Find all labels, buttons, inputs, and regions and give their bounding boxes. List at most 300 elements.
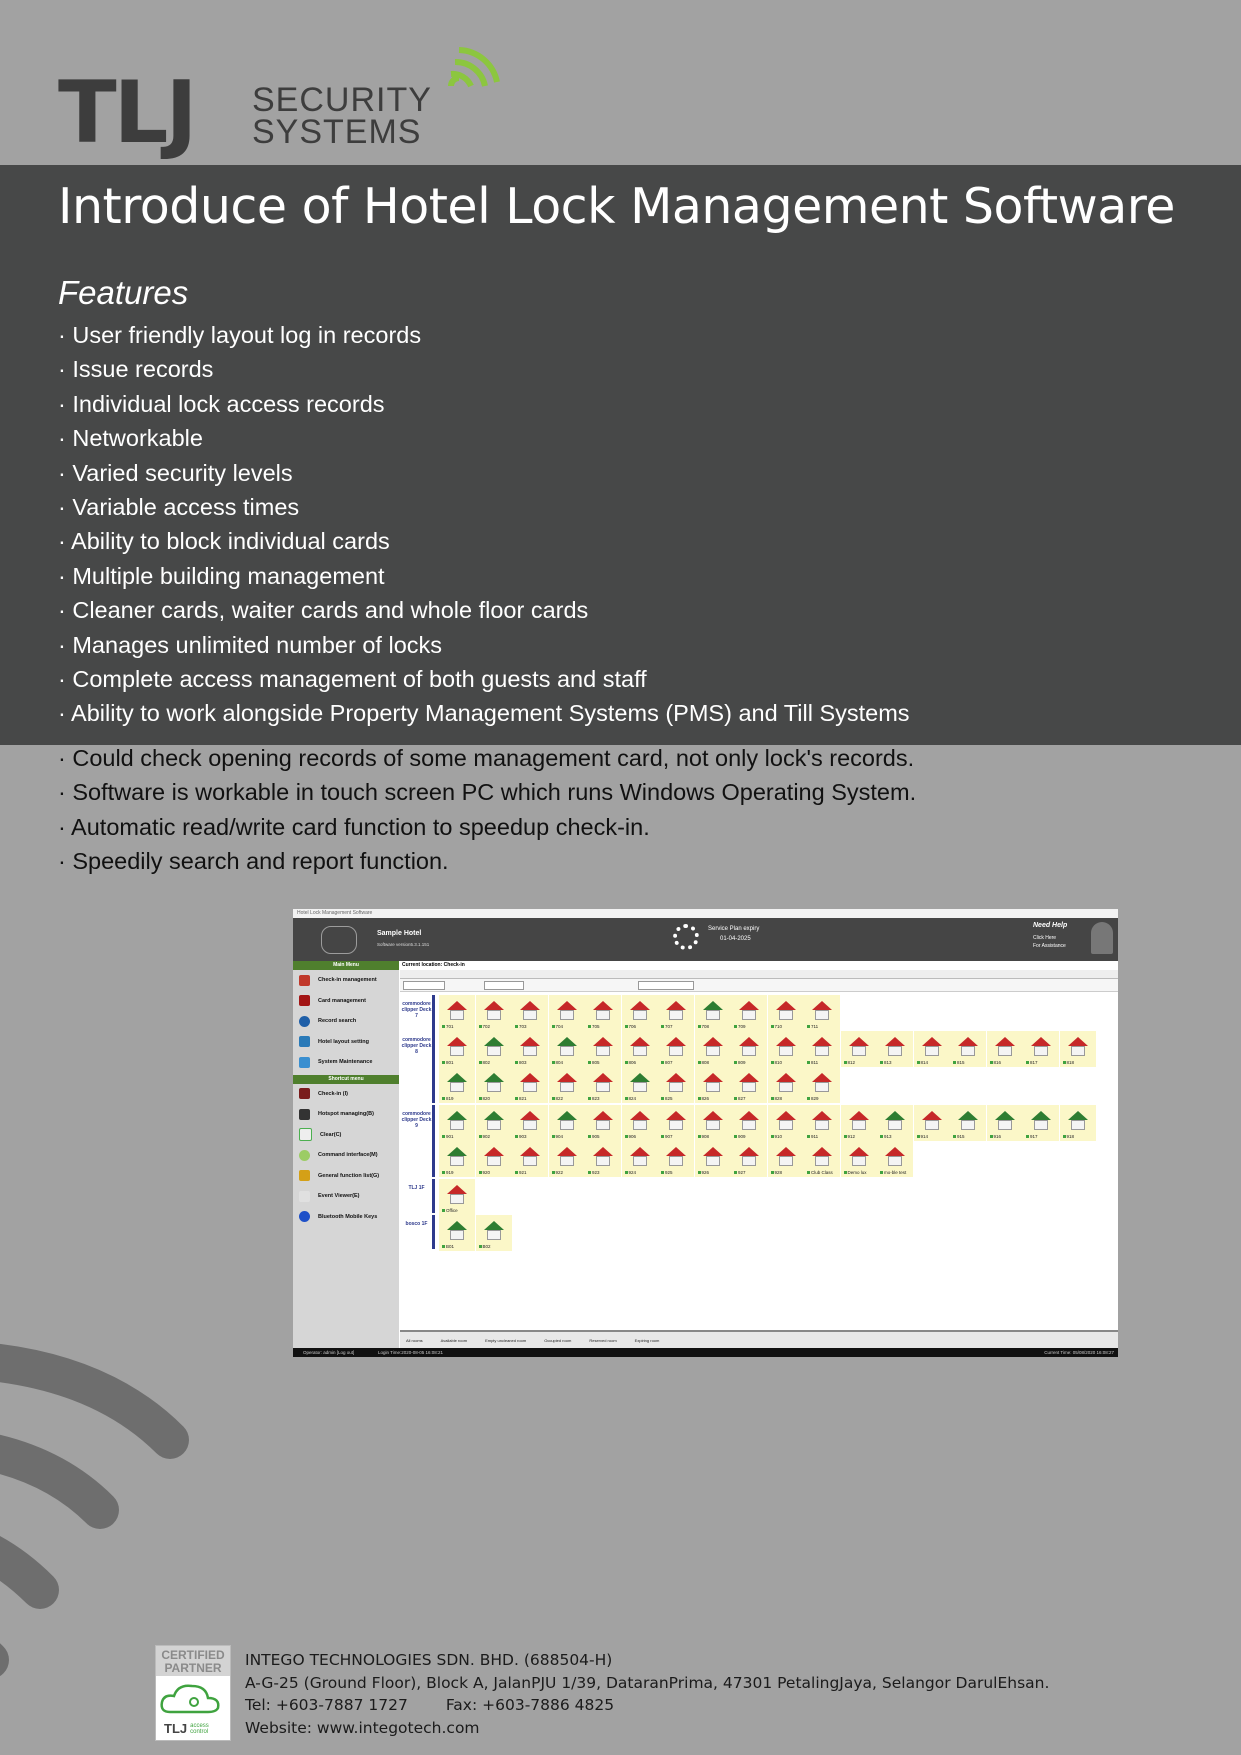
room-tile[interactable]: [439, 1141, 475, 1177]
room-house-wall: [487, 1156, 501, 1166]
room-tile[interactable]: [695, 1105, 731, 1141]
room-house-wall: [450, 1230, 464, 1240]
room-number: 709: [734, 1024, 746, 1029]
room-number: 918: [1063, 1134, 1075, 1139]
help-line-2[interactable]: For Assistance: [1033, 943, 1066, 949]
search-icon: [299, 1016, 310, 1027]
room-tile[interactable]: [695, 1031, 731, 1067]
room-tile[interactable]: [585, 1105, 621, 1141]
room-status-dot: [661, 1135, 664, 1138]
room-number: 904: [552, 1134, 564, 1139]
room-house-icon: [666, 1111, 686, 1120]
check-in-card-icon: [299, 1088, 310, 1099]
shortcut-clear[interactable]: Clear(C): [293, 1125, 399, 1146]
room-tile[interactable]: [731, 1067, 767, 1103]
room-number: 901: [442, 1134, 454, 1139]
room-house-wall: [815, 1156, 829, 1166]
function-list-icon: [299, 1170, 310, 1181]
room-house-wall: [742, 1120, 756, 1130]
room-status-legend: [400, 1330, 1118, 1350]
room-number: 919: [442, 1170, 454, 1175]
software-header: [293, 918, 1118, 961]
software-version: Software version5.3.1.151: [377, 942, 430, 947]
room-tile[interactable]: [914, 1105, 950, 1141]
room-house-icon: [703, 1073, 723, 1082]
room-tile[interactable]: [950, 1105, 986, 1141]
room-house-icon: [557, 1037, 577, 1046]
room-status-dot: [625, 1135, 628, 1138]
room-number: 923: [588, 1170, 600, 1175]
room-house-icon: [739, 1073, 759, 1082]
legend-reserved[interactable]: Reserved room: [589, 1338, 617, 1343]
room-tile[interactable]: [439, 1031, 475, 1067]
room-house-wall: [1071, 1120, 1085, 1130]
room-tile[interactable]: [950, 1031, 986, 1067]
room-status-dot: [442, 1135, 445, 1138]
room-search-input[interactable]: [403, 981, 445, 990]
room-tile[interactable]: [695, 1141, 731, 1177]
room-house-wall: [450, 1194, 464, 1204]
room-status-dot: [625, 1097, 628, 1100]
room-tile[interactable]: [804, 1067, 840, 1103]
room-house-icon: [520, 1073, 540, 1082]
room-number: 822: [552, 1096, 564, 1101]
room-tile[interactable]: [585, 995, 621, 1031]
room-status-dot: [698, 1061, 701, 1064]
room-tile[interactable]: [476, 1031, 512, 1067]
room-tile[interactable]: [987, 1031, 1023, 1067]
room-status-dot: [771, 1025, 774, 1028]
building-label[interactable]: commodore clipper Deck 9: [401, 1105, 435, 1177]
room-house-icon: [630, 1001, 650, 1010]
menu-system-maintenance[interactable]: System Maintenance: [293, 1052, 399, 1073]
room-house-icon: [484, 1001, 504, 1010]
room-house-wall: [815, 1120, 829, 1130]
room-tile[interactable]: [768, 1105, 804, 1141]
room-tile[interactable]: [549, 1067, 585, 1103]
room-house-wall: [742, 1082, 756, 1092]
room-status-dot: [442, 1097, 445, 1100]
room-tile[interactable]: [622, 995, 658, 1031]
room-tile[interactable]: [476, 1105, 512, 1141]
room-tile[interactable]: [512, 1067, 548, 1103]
room-tile[interactable]: [476, 995, 512, 1031]
room-number: 704: [552, 1024, 564, 1029]
room-house-wall: [560, 1156, 574, 1166]
room-house-icon: [520, 1001, 540, 1010]
room-number: 816: [990, 1060, 1002, 1065]
status-current-time: Current Time: 05/08/2020 16:08:27: [1044, 1350, 1114, 1355]
room-tile[interactable]: [476, 1215, 512, 1251]
room-tile[interactable]: [695, 995, 731, 1031]
room-house-wall: [706, 1082, 720, 1092]
room-tile[interactable]: [731, 1031, 767, 1067]
room-house-icon: [922, 1111, 942, 1120]
room-house-wall: [888, 1156, 902, 1166]
room-number: 926: [698, 1170, 710, 1175]
room-tile[interactable]: [987, 1105, 1023, 1141]
room-status-dot: [698, 1171, 701, 1174]
feature-item: · Varied security levels: [58, 459, 293, 486]
legend-occupied[interactable]: Occupied room: [544, 1338, 572, 1343]
room-tile[interactable]: [512, 1105, 548, 1141]
room-house-icon: [630, 1111, 650, 1120]
room-tile[interactable]: [585, 1031, 621, 1067]
room-status-dot: [661, 1025, 664, 1028]
room-house-icon: [666, 1001, 686, 1010]
room-tile[interactable]: [549, 995, 585, 1031]
help-avatar-icon[interactable]: [1091, 922, 1113, 954]
room-status-dot: [771, 1061, 774, 1064]
room-tile[interactable]: [1060, 1105, 1096, 1141]
room-house-wall: [961, 1120, 975, 1130]
room-house-wall: [706, 1120, 720, 1130]
room-house-icon: [557, 1073, 577, 1082]
room-number: 910: [771, 1134, 783, 1139]
room-house-wall: [1034, 1120, 1048, 1130]
room-number: 920: [479, 1170, 491, 1175]
room-number: 915: [953, 1134, 965, 1139]
room-status-dot: [880, 1061, 883, 1064]
room-house-icon: [520, 1037, 540, 1046]
shortcut-general-function[interactable]: General function list(G): [293, 1166, 399, 1187]
feature-item: · Variable access times: [58, 493, 300, 520]
room-number: 802: [479, 1060, 491, 1065]
room-house-wall: [852, 1046, 866, 1056]
room-status-dot: [953, 1135, 956, 1138]
mode-tabs[interactable]: [400, 970, 1118, 979]
room-house-icon: [447, 1185, 467, 1194]
feature-item: · Complete access management of both guests and staff: [58, 665, 647, 692]
room-status-dot: [880, 1135, 883, 1138]
room-number: 829: [807, 1096, 819, 1101]
room-number: 711: [807, 1024, 818, 1029]
room-tile[interactable]: [439, 1105, 475, 1141]
room-tile[interactable]: [731, 995, 767, 1031]
room-house-icon: [1068, 1037, 1088, 1046]
company-phones: [245, 1694, 1049, 1717]
room-tile[interactable]: [549, 1141, 585, 1177]
room-status-dot: [479, 1171, 482, 1174]
room-house-wall: [560, 1120, 574, 1130]
shortcut-bluetooth[interactable]: Bluetooth Mobile Keys: [293, 1207, 399, 1228]
legend-empty-uncleaned[interactable]: Empty uncleaned room: [485, 1338, 527, 1343]
room-house-wall: [596, 1120, 610, 1130]
room-tile[interactable]: [658, 995, 694, 1031]
room-tile[interactable]: [804, 995, 840, 1031]
room-house-icon: [630, 1073, 650, 1082]
room-status-dot: [734, 1135, 737, 1138]
room-number: 811: [807, 1060, 818, 1065]
room-tile[interactable]: [439, 1067, 475, 1103]
room-house-wall: [560, 1082, 574, 1092]
room-status-dot: [807, 1025, 810, 1028]
room-tile[interactable]: [549, 1105, 585, 1141]
room-house-icon: [885, 1111, 905, 1120]
room-number: 803: [515, 1060, 527, 1065]
room-house-icon: [447, 1037, 467, 1046]
room-status-dot: [844, 1061, 847, 1064]
room-number: 809: [734, 1060, 746, 1065]
help-title[interactable]: Need Help: [1033, 922, 1068, 929]
room-house-wall: [487, 1046, 501, 1056]
building-label[interactable]: commodore clipper Deck 8: [401, 1031, 435, 1103]
room-house-icon: [447, 1001, 467, 1010]
room-status-dot: [880, 1171, 883, 1174]
shortcut-command-interface[interactable]: Command interface(M): [293, 1145, 399, 1166]
room-status-dot: [588, 1171, 591, 1174]
hotel-name: Sample Hotel: [377, 930, 422, 937]
room-tile[interactable]: [768, 1031, 804, 1067]
maintenance-icon: [299, 1057, 310, 1068]
menu-record-search[interactable]: Record search: [293, 1011, 399, 1032]
feature-item: · Ability to work alongside Property Management Systems (PMS) and Till Systems: [58, 700, 910, 727]
clear-icon: [299, 1128, 312, 1141]
room-tile[interactable]: [877, 1141, 913, 1177]
room-tile[interactable]: [841, 1105, 877, 1141]
cert-sub: access control: [190, 1722, 209, 1735]
company-info: [245, 1649, 1049, 1740]
building-label[interactable]: commodore clipper Deck 7: [401, 995, 435, 1031]
room-number: 806: [625, 1060, 637, 1065]
room-status-dot: [734, 1171, 737, 1174]
room-number: 908: [698, 1134, 710, 1139]
room-house-icon: [1031, 1037, 1051, 1046]
room-house-icon: [666, 1147, 686, 1156]
room-tile[interactable]: [622, 1141, 658, 1177]
room-status-dot: [515, 1097, 518, 1100]
software-screenshot: [293, 909, 1118, 1357]
room-tile[interactable]: [731, 1141, 767, 1177]
room-status-dot: [844, 1171, 847, 1174]
building-select[interactable]: [484, 981, 524, 990]
company-website[interactable]: Website: www.integotech.com: [245, 1719, 480, 1738]
room-status-dot: [625, 1061, 628, 1064]
filter-toolbar[interactable]: [400, 979, 1118, 992]
room-tile[interactable]: [804, 1031, 840, 1067]
room-house-icon: [1068, 1111, 1088, 1120]
room-number: 907: [661, 1134, 673, 1139]
feature-item: · Ability to block individual cards: [58, 528, 390, 555]
service-plan-label: Service Plan expiry: [708, 926, 760, 932]
check-in-icon: [299, 975, 310, 986]
room-tile[interactable]: [768, 1067, 804, 1103]
room-house-wall: [450, 1120, 464, 1130]
room-type-select[interactable]: [638, 981, 694, 990]
room-house-icon: [922, 1037, 942, 1046]
room-tile[interactable]: [439, 995, 475, 1031]
room-number: 808: [698, 1060, 710, 1065]
room-status-dot: [807, 1135, 810, 1138]
room-house-wall: [779, 1156, 793, 1166]
room-number: mo-ble test: [880, 1170, 906, 1175]
room-number: 805: [588, 1060, 600, 1065]
room-number: B02: [479, 1244, 491, 1249]
room-tile[interactable]: [1023, 1105, 1059, 1141]
feature-item: · User friendly layout log in records: [58, 322, 422, 348]
room-house-icon: [484, 1073, 504, 1082]
command-icon: [299, 1150, 310, 1161]
room-house-wall: [523, 1120, 537, 1130]
room-tile[interactable]: [914, 1031, 950, 1067]
room-house-wall: [669, 1082, 683, 1092]
room-number: B01: [442, 1244, 454, 1249]
room-tile[interactable]: [1060, 1031, 1096, 1067]
room-house-icon: [739, 1001, 759, 1010]
room-house-wall: [925, 1046, 939, 1056]
room-status-dot: [588, 1061, 591, 1064]
room-house-icon: [520, 1111, 540, 1120]
room-number: 905: [588, 1134, 600, 1139]
room-tile[interactable]: [439, 1215, 475, 1251]
shortcut-menu-header: Shortcut menu: [293, 1075, 399, 1084]
room-house-wall: [742, 1156, 756, 1166]
room-status-dot: [588, 1025, 591, 1028]
room-tile[interactable]: [658, 1141, 694, 1177]
room-number: Demo lux: [844, 1170, 867, 1175]
menu-card-management[interactable]: Card management: [293, 991, 399, 1012]
room-number: 707: [661, 1024, 673, 1029]
room-tile[interactable]: [439, 1179, 475, 1215]
menu-check-in-management[interactable]: Check-in management: [293, 970, 399, 991]
room-status-dot: [479, 1135, 482, 1138]
room-house-wall: [450, 1156, 464, 1166]
room-house-wall: [779, 1046, 793, 1056]
logo-wordmark: [252, 81, 432, 151]
room-tile[interactable]: [695, 1067, 731, 1103]
room-tile[interactable]: [658, 1067, 694, 1103]
room-number: 818: [1063, 1060, 1075, 1065]
room-tile[interactable]: [841, 1141, 877, 1177]
room-house-icon: [885, 1037, 905, 1046]
room-tile[interactable]: [476, 1141, 512, 1177]
room-number: 825: [661, 1096, 673, 1101]
room-tile[interactable]: [585, 1067, 621, 1103]
room-status-dot: [479, 1025, 482, 1028]
room-number: 903: [515, 1134, 527, 1139]
page-title: Introduce of Hotel Lock Management Software: [58, 178, 1175, 235]
room-house-wall: [1071, 1046, 1085, 1056]
room-number: 826: [698, 1096, 710, 1101]
room-house-icon: [484, 1147, 504, 1156]
room-status-dot: [661, 1171, 664, 1174]
room-tile[interactable]: [804, 1105, 840, 1141]
shortcut-event-viewer[interactable]: Event Viewer(E): [293, 1186, 399, 1207]
room-house-wall: [888, 1046, 902, 1056]
room-tile[interactable]: [585, 1141, 621, 1177]
room-tile[interactable]: [658, 1105, 694, 1141]
room-tile[interactable]: [804, 1141, 840, 1177]
room-status-dot: [588, 1135, 591, 1138]
room-tile[interactable]: [768, 1141, 804, 1177]
room-number: 902: [479, 1134, 491, 1139]
room-number: Office: [442, 1208, 458, 1213]
room-tile[interactable]: [512, 1141, 548, 1177]
room-number: 710: [771, 1024, 783, 1029]
room-tile[interactable]: [877, 1105, 913, 1141]
room-number: 819: [442, 1096, 454, 1101]
shortcut-check-in[interactable]: Check-in (I): [293, 1084, 399, 1105]
room-house-icon: [812, 1111, 832, 1120]
room-house-wall: [779, 1120, 793, 1130]
room-house-icon: [739, 1111, 759, 1120]
room-status-dot: [479, 1097, 482, 1100]
room-status-dot: [442, 1245, 445, 1248]
room-tile[interactable]: [476, 1067, 512, 1103]
cloud-lock-icon: [156, 1676, 230, 1716]
room-tile[interactable]: [768, 995, 804, 1031]
room-tile[interactable]: [622, 1067, 658, 1103]
room-house-icon: [484, 1111, 504, 1120]
room-tile[interactable]: [622, 1031, 658, 1067]
room-house-icon: [958, 1037, 978, 1046]
room-house-wall: [450, 1082, 464, 1092]
feature-item: · Individual lock access records: [58, 390, 385, 417]
legend-available[interactable]: Available room: [440, 1338, 468, 1343]
room-tile[interactable]: [658, 1031, 694, 1067]
room-house-wall: [852, 1156, 866, 1166]
room-house-wall: [487, 1230, 501, 1240]
room-house-wall: [1034, 1046, 1048, 1056]
room-house-icon: [484, 1221, 504, 1230]
wireless-signal-icon: [445, 42, 505, 92]
building-label[interactable]: bosco 1F: [401, 1215, 435, 1249]
room-number: 812: [844, 1060, 856, 1065]
room-tile[interactable]: [512, 995, 548, 1031]
room-status-dot: [442, 1061, 445, 1064]
room-status-dot: [661, 1061, 664, 1064]
legend-expiring[interactable]: Expiring room: [634, 1338, 660, 1343]
room-house-icon: [703, 1037, 723, 1046]
company-name: INTEGO TECHNOLOGIES SDN. BHD. (688504-H): [245, 1651, 613, 1669]
room-house-icon: [812, 1037, 832, 1046]
room-status-dot: [807, 1097, 810, 1100]
room-house-icon: [776, 1111, 796, 1120]
room-house-wall: [523, 1082, 537, 1092]
room-tile[interactable]: [1023, 1031, 1059, 1067]
room-house-icon: [849, 1111, 869, 1120]
room-house-icon: [447, 1111, 467, 1120]
room-house-wall: [633, 1010, 647, 1020]
room-number: 804: [552, 1060, 564, 1065]
room-tile[interactable]: [512, 1031, 548, 1067]
room-tile[interactable]: [549, 1031, 585, 1067]
room-house-icon: [630, 1147, 650, 1156]
features-heading: Features: [58, 274, 189, 311]
room-number: 701: [442, 1024, 454, 1029]
menu-hotel-layout-setting[interactable]: Hotel layout setting: [293, 1032, 399, 1053]
help-line-1[interactable]: Click Here: [1033, 935, 1057, 941]
room-number: 925: [661, 1170, 673, 1175]
building-label[interactable]: TLJ 1F: [401, 1179, 435, 1213]
shortcut-hotspot[interactable]: Hotspot managing(B): [293, 1104, 399, 1125]
room-tile[interactable]: [877, 1031, 913, 1067]
feature-item: · Automatic read/write card function to speedup check-in.: [58, 813, 650, 840]
room-house-icon: [557, 1111, 577, 1120]
room-tile[interactable]: [622, 1105, 658, 1141]
room-house-icon: [849, 1037, 869, 1046]
room-house-icon: [1031, 1111, 1051, 1120]
room-tile[interactable]: [731, 1105, 767, 1141]
room-status-dot: [771, 1097, 774, 1100]
room-number: 810: [771, 1060, 783, 1065]
room-house-wall: [450, 1046, 464, 1056]
room-number: 913: [880, 1134, 892, 1139]
room-tile[interactable]: [841, 1031, 877, 1067]
software-logo-icon: [321, 926, 357, 954]
legend-all-rooms[interactable]: All rooms: [406, 1338, 423, 1343]
room-status-dot: [515, 1025, 518, 1028]
